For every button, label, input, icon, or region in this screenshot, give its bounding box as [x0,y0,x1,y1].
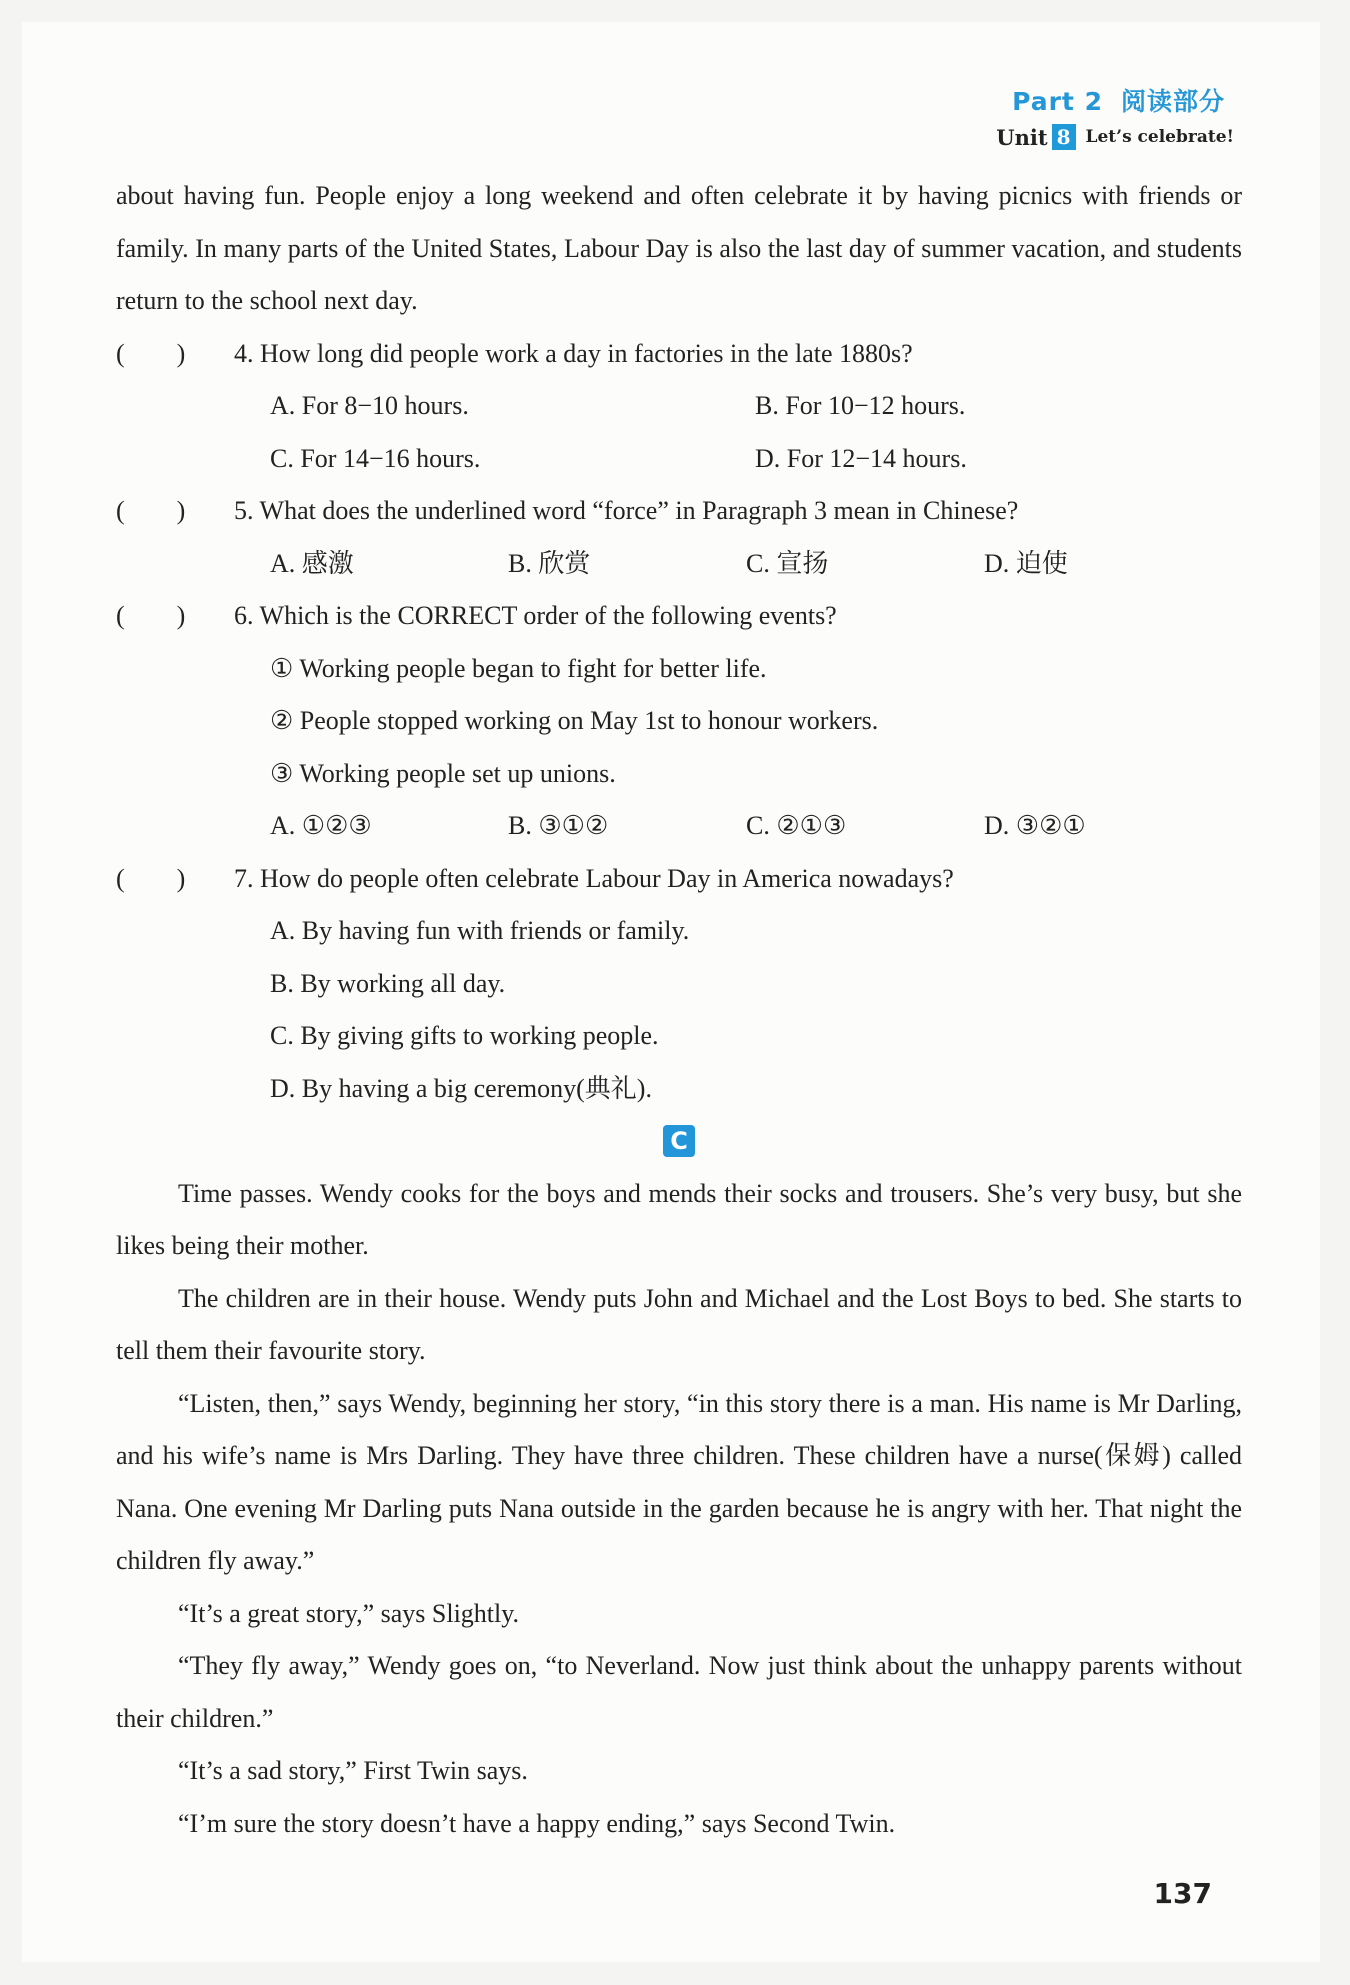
question-4-options-row-1 [116,380,1242,433]
event-3: ③ Working people set up unions. [270,758,616,788]
passage-c-paragraph: The children are in their house. Wendy puts John and Michael and the Lost Boys to bed. She starts to tell them their favourite story. [116,1283,1242,1365]
option-c: C. By giving gifts to working people. [270,1021,659,1050]
answer-blank[interactable]: ( ) [116,601,186,630]
passage-c-paragraph: “They fly away,” Wendy goes on, “to Neverland. Now just think about the unhappy parents without their children.” [116,1651,1242,1733]
option-d: D. 迫使 [984,548,1068,578]
unit-header [996,124,1234,150]
event-1: ① Working people began to fight for better life. [270,653,767,683]
part-zh-label: 阅读部分 [1120,87,1225,116]
question-5 [116,485,1242,538]
page-number: 137 [1153,1877,1212,1910]
option-c: C. ②①③ [746,811,847,840]
page [22,22,1320,1962]
unit-number-badge: 8 [1052,124,1076,150]
option-d: D. ③②① [984,811,1086,840]
question-5-options [116,538,1242,591]
option-b: B. For 10−12 hours. [755,391,966,420]
question-4-options-row-2 [116,433,1242,486]
option-b: B. 欣赏 [508,548,591,578]
option-d: D. For 12−14 hours. [755,443,967,473]
answer-blank[interactable]: ( ) [116,338,186,368]
section-c-heading [116,1115,1242,1168]
part-label: Part 2 [1012,87,1103,116]
question-stem: 5. What does the underlined word “force” in Paragraph 3 mean in Chinese? [234,496,1019,525]
option-d: D. By having a big ceremony(典礼). [270,1073,652,1103]
passage-b-ending: about having fun. People enjoy a long weekend and often celebrate it by having picnics with friends or family. In many parts of the United States, Labour Day is also the last day of summer vacation, and students return to the school next day. [116,181,1242,315]
option-a: A. For 8−10 hours. [270,391,469,420]
part-header [1012,82,1225,118]
unit-title: Let’s celebrate! [1085,127,1234,147]
option-a: A. ①②③ [270,811,372,840]
question-6 [116,590,1242,643]
answer-blank[interactable]: ( ) [116,863,186,893]
question-stem: 6. Which is the CORRECT order of the following events? [234,601,837,630]
page-content [116,170,1242,1850]
question-stem: 7. How do people often celebrate Labour Day in America nowadays? [234,863,954,893]
option-c: C. 宣扬 [746,548,829,578]
event-2: ② People stopped working on May 1st to honour workers. [270,706,879,735]
question-7 [116,853,1242,906]
unit-label: Unit [996,124,1048,150]
option-b: B. ③①② [508,811,609,840]
section-c-badge: C [663,1125,695,1157]
question-4 [116,328,1242,381]
question-6-options [116,800,1242,853]
passage-c-paragraph: “It’s a great story,” says Slightly. [178,1598,520,1628]
option-c: C. For 14−16 hours. [270,443,481,473]
passage-c-paragraph: “It’s a sad story,” First Twin says. [178,1756,528,1785]
answer-blank[interactable]: ( ) [116,496,186,525]
option-b: B. By working all day. [270,968,506,998]
passage-c-paragraph: “I’m sure the story doesn’t have a happy ending,” says Second Twin. [178,1808,896,1838]
passage-c-paragraph: “Listen, then,” says Wendy, beginning her story, “in this story there is a man. His name is Mr Darling, and his wife’s name is Mrs Darling. They have three children. These children have a nurse(保姆) called Nana. One evening Mr Darling puts Nana outside in the garden because he is angry with her. That night the children fly away.” [116,1388,1242,1575]
option-a: A. By having fun with friends or family. [270,916,690,945]
passage-c-paragraph: Time passes. Wendy cooks for the boys and mends their socks and trousers. She’s very busy, but she likes being their mother. [116,1178,1242,1260]
option-a: A. 感激 [270,548,354,578]
question-stem: 4. How long did people work a day in factories in the late 1880s? [234,338,913,368]
